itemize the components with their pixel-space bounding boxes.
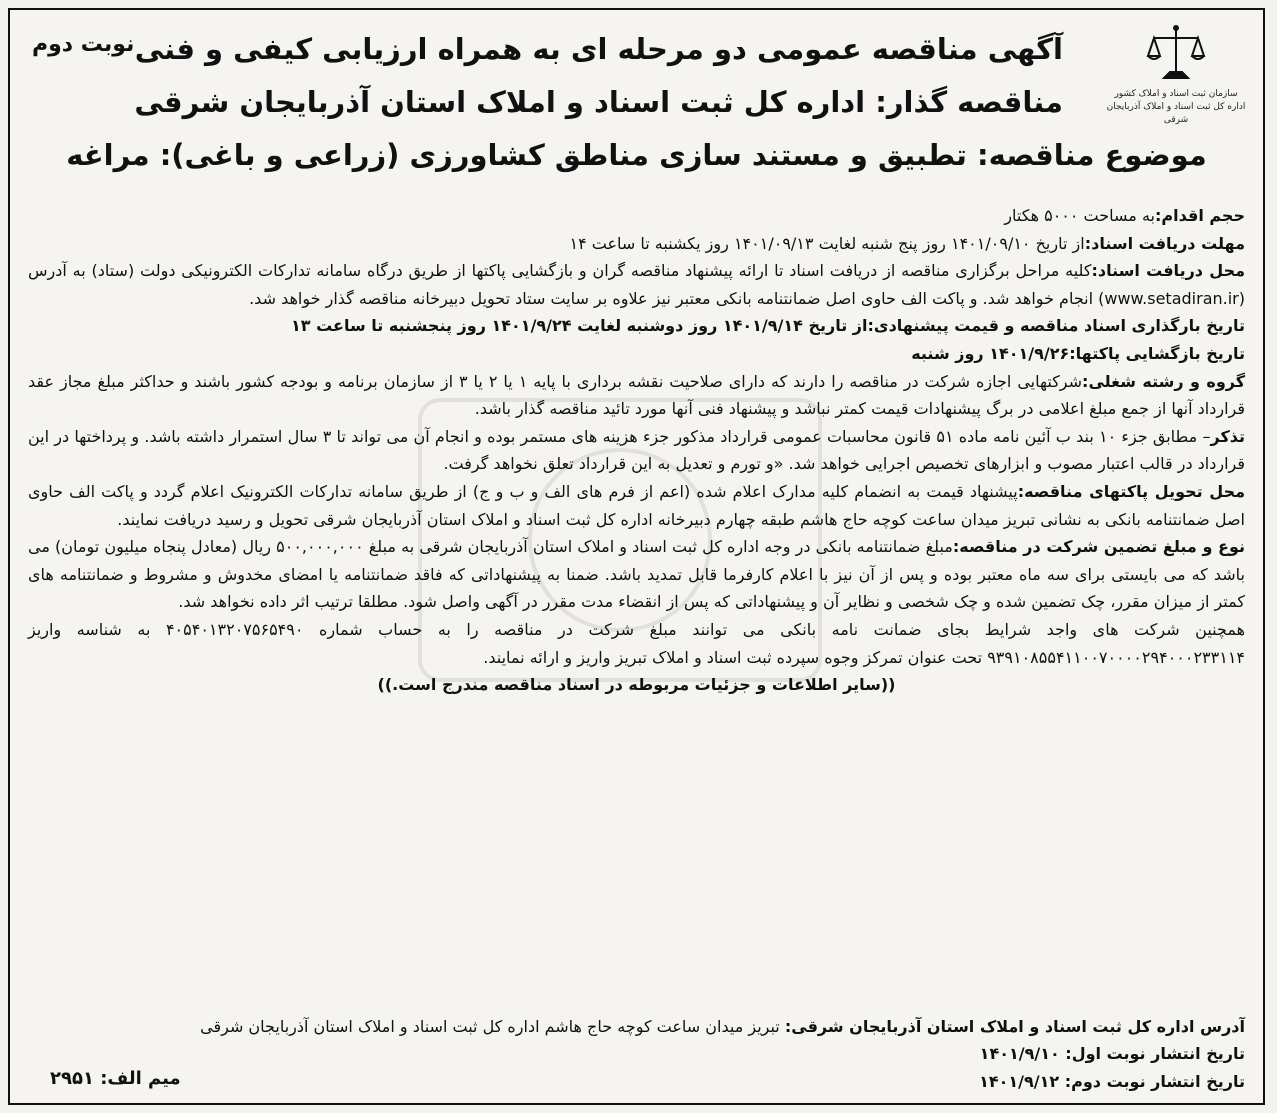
section-label: گروه و رشته شغلی: [1082, 371, 1246, 391]
section-paragraph [28, 368, 1245, 423]
section-text: از تاریخ ۱۴۰۱/۰۹/۱۰ روز پنج شنبه لغایت ۱۴۰۱/۰۹/۱۳ روز یکشنبه تا ساعت ۱۴ [569, 233, 1085, 253]
section-paragraph [28, 533, 1245, 616]
section-paragraph [28, 202, 1245, 230]
section-text: شرکتهایی اجازه شرکت در مناقصه را دارند که دارای صلاحیت نقشه برداری با پایه ۱ یا ۲ یا ۳ از سازمان برنامه و بودجه کشور باشند و حداکثر مبلغ مجاز عقد قرارداد آنها از جمع مبلغ اعلامی در برگ پیشنهادات قیمت کمتر نباشد و پیشنهاد فنی آنها مورد تائید مناقصه گذار باشد. [28, 371, 1245, 419]
tender-subject-title: موضوع مناقصه: تطبیق و مستند سازی مناطق کشاورزی (زراعی و باغی): مراغه [66, 138, 1207, 172]
section-label: نوع و مبلغ تضمین شرکت در مناقصه: [952, 537, 1245, 557]
pub2-line [979, 1068, 1245, 1096]
section-paragraph [28, 616, 1245, 671]
address-line [28, 1012, 1245, 1042]
address-text: تبریز میدان ساعت کوچه حاج هاشم اداره کل ثبت اسناد و املاک استان آذربایجان شرقی [200, 1017, 780, 1036]
page-title: آگهی مناقصه عمومی دو مرحله ای به همراه ارزیابی کیفی و فنی [134, 32, 1063, 66]
notice-body [28, 202, 1245, 699]
section-text: کلیه مراحل برگزاری مناقصه از دریافت اسناد تا ارائه پیشنهاد مناقصه گران و بازگشایی پاکتها از طریق درگاه سامانه تدارکات الکترونیکی دولت (ستاد) به آدرس (www.setadiran.ir) انجام خواهد شد. و پاکت الف حاوی اصل ضمانتنامه بانکی معتبر نیز علاوه بر سایت ستاد تحویل دبیرخانه مناقصه گذار خواهد شد. [28, 261, 1245, 308]
section-label: حجم اقدام: [1155, 206, 1245, 225]
section-text: ۱۴۰۱/۹/۲۶ روز شنبه [911, 343, 1070, 363]
nobat-label: نوبت دوم [32, 32, 135, 57]
section-label: مهلت دریافت اسناد: [1084, 233, 1245, 253]
section-label: تذکر [1210, 426, 1245, 446]
section-label: تاریخ بارگذاری اسناد مناقصه و قیمت پیشنهادی: [867, 316, 1245, 336]
section-text: – مطابق جزء ۱۰ بند ب آئین نامه ماده ۵۱ قانون محاسبات عمومی قرارداد مذکور جزء هزینه های مستمر بوده و انجام آن می تواند تا ۳ سال استمرار داشته باشد. و پرداختها در این قرارداد در قالب اعتبار مصوب و ابزارهای تخصیص اجرایی خواهد شد. «و تورم و تعدیل به این قرارداد تعلق نخواهد گرفت. [28, 426, 1245, 474]
section-label: محل دریافت اسناد: [1091, 261, 1246, 281]
section-paragraph [28, 257, 1245, 312]
address-label: آدرس اداره کل ثبت اسناد و املاک استان آذربایجان شرقی: [784, 1017, 1245, 1036]
section-text: پیشنهاد قیمت به انضمام کلیه مدارک اعلام شده (اعم از فرم های الف و ب و ج) از طریق سامانه تدارکات الکترونیک اعلام گردد و پاکت الف حاوی اصل ضمانتنامه بانکی به نشانی تبریز میدان ساعت کوچه حاج هاشم طبقه چهارم دبیرخانه اداره کل ثبت اسناد و املاک استان آذربایجان شرقی تحویل و رسید دریافت نمایند. [28, 481, 1245, 529]
section-paragraph [28, 312, 1245, 340]
section-label: تاریخ بازگشایی پاکتها: [1069, 343, 1245, 363]
mim-code: میم الف: ۲۹۵۱ [50, 1068, 181, 1089]
documents-note: ((سایر اطلاعات و جزئیات مربوطه در اسناد مناقصه مندرج است.)) [377, 675, 896, 695]
section-paragraph [28, 340, 1245, 368]
tenderer-title: مناقصه گذار: اداره کل ثبت اسناد و املاک استان آذربایجان شرقی [134, 85, 1063, 119]
notice-page [8, 8, 1265, 1105]
section-paragraph [28, 230, 1245, 258]
section-paragraph [28, 423, 1245, 478]
pub2-label: تاریخ انتشار نوبت دوم: [1064, 1072, 1245, 1091]
publication-dates [979, 1040, 1245, 1096]
section-text: از تاریخ ۱۴۰۱/۹/۱۴ روز دوشنبه لغایت ۱۴۰۱/۹/۲۴ روز پنجشنبه تا ساعت ۱۳ [291, 316, 868, 336]
pub1-label: تاریخ انتشار نوبت اول: [1065, 1044, 1245, 1063]
justice-scales-icon [1146, 22, 1206, 84]
section-text: به مساحت ۵۰۰۰ هکتار [1004, 206, 1155, 225]
organization-logo [1101, 22, 1251, 127]
section-paragraph [28, 478, 1245, 533]
section-label: محل تحویل پاکتهای مناقصه: [1017, 481, 1246, 501]
pub1-value: ۱۴۰۱/۹/۱۰ [979, 1044, 1060, 1063]
section-text: مبلغ ضمانتنامه بانکی در وجه اداره کل ثبت اسناد و املاک استان آذربایجان شرقی به مبلغ ۵۰۰,۰۰۰,۰۰۰ ریال (معادل پنجاه میلیون تومان) می باشد که می بایستی برای سه ماه معتبر بوده و پس از آن نیز با اعلام کارفرما قابل تمدید باشد. ضمنا به پیشنهاداتی که فاقد ضمانتنامه یا امضای مخدوش و مشروط و ضمانتنامه های کمتر از میزان مقرر، چک تضمین شده و چک شخصی و نظایر آن و پیشنهاداتی که پس از انقضاء مدت مقرر در آگهی واصل شود. مطلقا ترتیب اثر داده نخواهد شد. [28, 537, 1245, 612]
notice-footer [28, 1012, 1245, 1042]
pub1-line [979, 1040, 1245, 1068]
section-text: همچنین شرکت های واجد شرایط بجای ضمانت نامه بانکی می توانند مبلغ شرکت در مناقصه را به حساب شماره ۴۰۵۴۰۱۳۲۰۷۵۶۵۴۹۰ به شناسه واریز ۹۳۹۱۰۸۵۵۴۱۱۰۰۷۰۰۰۰۲۹۴۰۰۰۲۳۳۱۱۴ تحت عنوان تمرکز وجوه سپرده ثبت اسناد و املاک تبریز واریز و اراﺋﻪ نمایند. [28, 619, 1246, 667]
logo-line2: اداره کل ثبت اسناد و املاک آذربایجان شرقی [1106, 102, 1246, 125]
pub2-value: ۱۴۰۱/۹/۱۲ [979, 1072, 1060, 1091]
logo-line1: سازمان ثبت اسناد و املاک کشور [1114, 89, 1238, 99]
